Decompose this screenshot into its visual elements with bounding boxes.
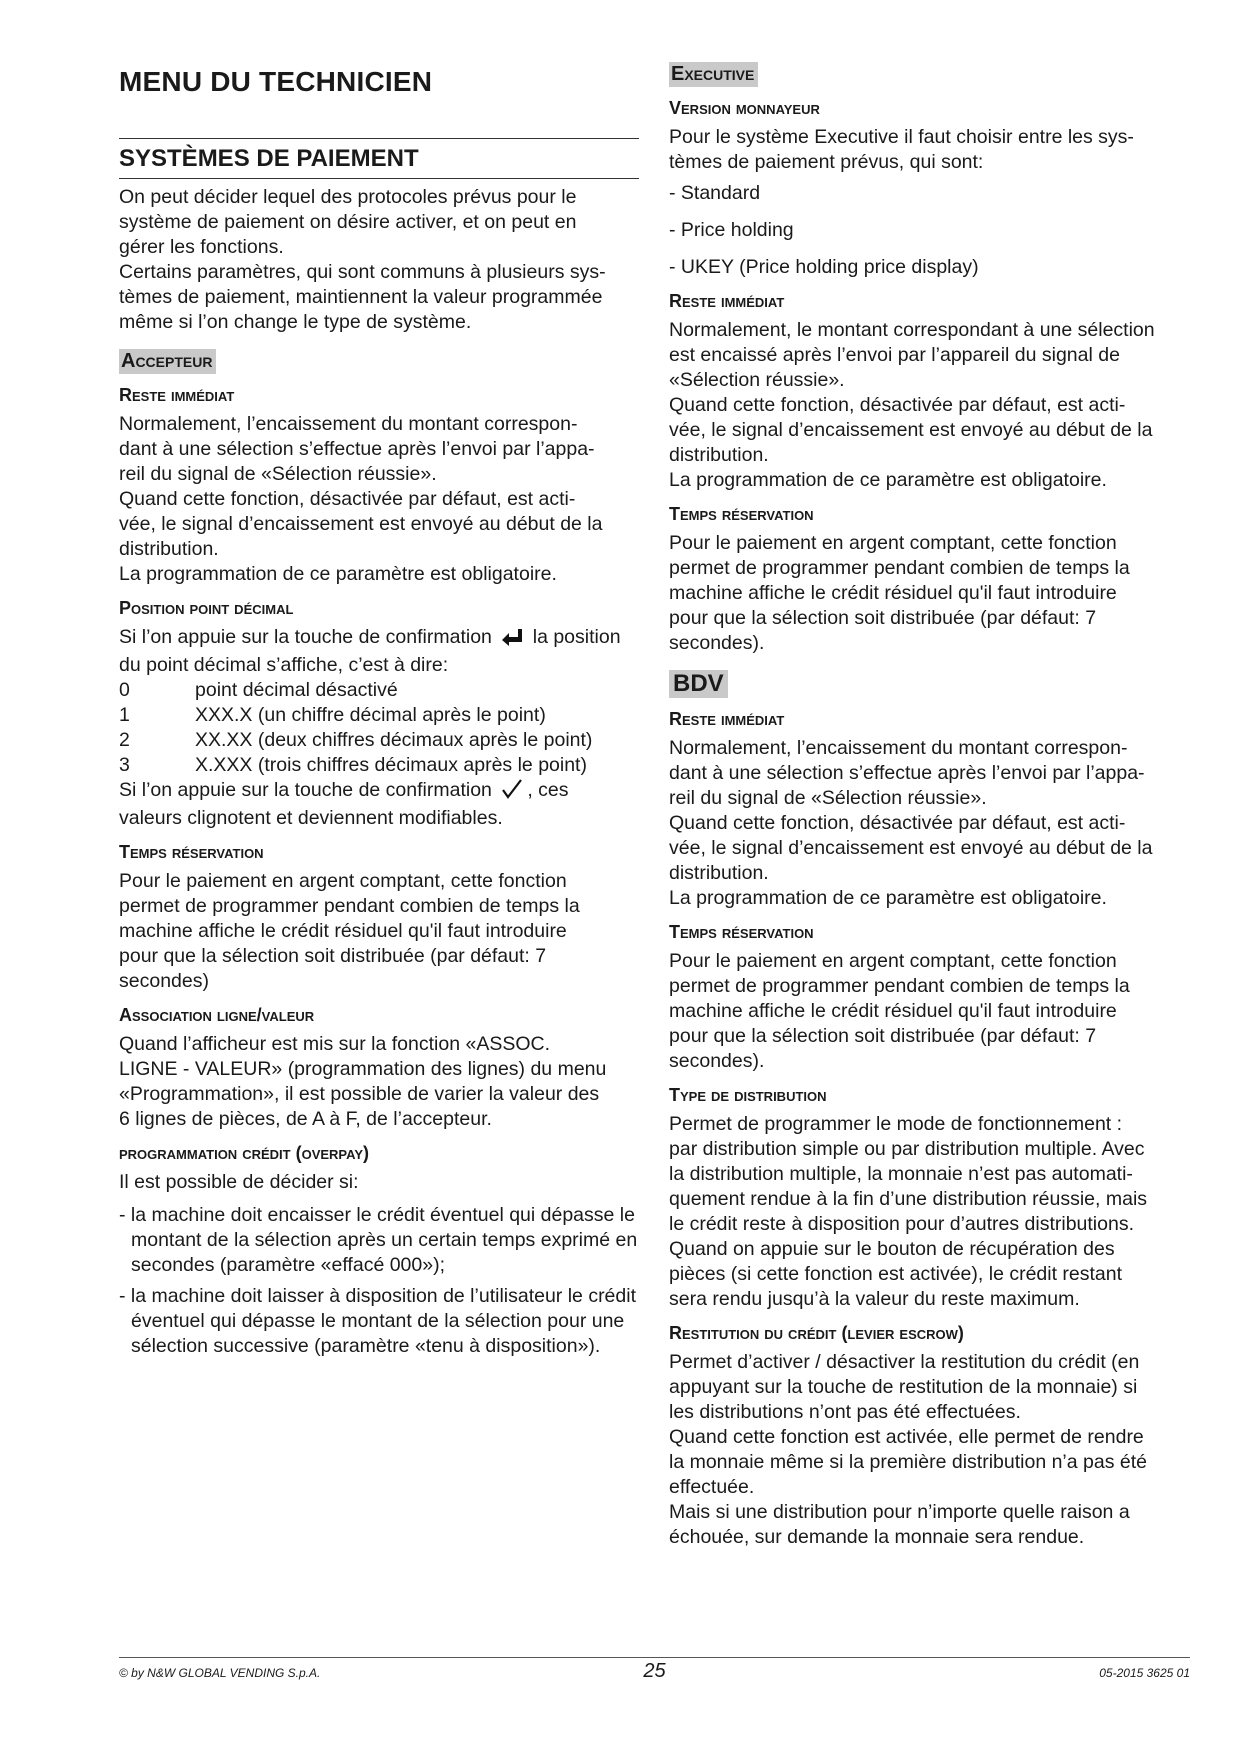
- subheading-version-monnayeur: Version monnayeur: [669, 98, 820, 118]
- text-line: tèmes de paiement prévus, qui sont:: [669, 151, 984, 173]
- text-line: pour que la sélection soit distribuée (par défaut: 7: [119, 945, 547, 967]
- text-line: sera rendu jusqu’à la valeur du reste maximum.: [669, 1288, 1080, 1310]
- text-line: vée, le signal d’encaissement est envoyé au début de la: [669, 837, 1153, 859]
- subheading-temps-reservation: Temps réservation: [119, 842, 264, 862]
- text-line: Pour le système Executive il faut choisir entre les sys-: [669, 126, 1134, 148]
- text-line: distribution.: [669, 862, 769, 884]
- text-line: La programmation de ce paramètre est obligatoire.: [669, 887, 1107, 909]
- text-line: système de paiement on désire activer, et on peut en: [119, 211, 577, 233]
- text-line: pour que la sélection soit distribuée (par défaut: 7: [669, 1025, 1097, 1047]
- text-line: On peut décider lequel des protocoles prévus pour le: [119, 186, 577, 208]
- text-line: dant à une sélection s’effectue après l’envoi par l’appa-: [669, 762, 1145, 784]
- text-line: du point décimal s’affiche, c’est à dire:: [119, 654, 449, 676]
- text-line: distribution.: [669, 444, 769, 466]
- text-line: Permet d’activer / désactiver la restitution du crédit (en: [669, 1351, 1140, 1373]
- executive-band: Executive: [669, 62, 758, 87]
- text-line: reil du signal de «Sélection réussie».: [119, 463, 437, 485]
- text-line: effectuée.: [669, 1476, 755, 1498]
- subheading-reste-immediat: Reste immédiat: [669, 291, 785, 311]
- text-line: vée, le signal d’encaissement est envoyé au début de la: [669, 419, 1153, 441]
- type-paragraph: [669, 1112, 1189, 1312]
- text-line: Certains paramètres, qui sont communs à plusieurs sys-: [119, 261, 606, 283]
- text-line: reil du signal de «Sélection réussie».: [669, 787, 987, 809]
- text-line: Pour le paiement en argent comptant, cette fonction: [669, 950, 1117, 972]
- text-line: la distribution multiple, la monnaie n’est pas automati-: [669, 1163, 1133, 1185]
- text-line: pour que la sélection soit distribuée (par défaut: 7: [669, 607, 1097, 629]
- subheading-type-distribution: Type de distribution: [669, 1085, 827, 1105]
- reste-paragraph: [669, 736, 1189, 911]
- version-option: - Standard: [669, 182, 761, 204]
- text-line: valeurs clignotent et deviennent modifiables.: [119, 807, 503, 829]
- version-paragraph: [669, 125, 1189, 280]
- subheading-temps-reservation: Temps réservation: [669, 504, 814, 524]
- subheading-restitution-credit: Restitution du crédit (levier escrow): [669, 1323, 964, 1343]
- text-line: La programmation de ce paramètre est obligatoire.: [119, 563, 557, 585]
- text-line: la position: [532, 626, 621, 648]
- overpay-option: - la machine doit laisser à disposition de l’utilisateur le crédit éventuel qui dépasse le montant de la sélection pour une sélection successive (paramètre «tenu à disposition»).: [119, 1285, 636, 1357]
- text-line: Quand l’afficheur est mis sur la fonction «ASSOC.: [119, 1033, 551, 1055]
- text-line: Normalement, le montant correspondant à une sélection: [669, 319, 1155, 341]
- subheading-position-point-decimal: Position point décimal: [119, 598, 294, 618]
- text-line: permet de programmer pendant combien de temps la: [669, 975, 1130, 997]
- overpay-option: - la machine doit encaisser le crédit éventuel qui dépasse le montant de la sélection après un certain temps exprimé en secondes (paramètre «effacé 000»);: [119, 1204, 638, 1276]
- text-line: la monnaie même si la première distribution n’a pas été: [669, 1451, 1147, 1473]
- assoc-paragraph: [119, 1032, 639, 1132]
- text-line: Normalement, l’encaissement du montant correspon-: [119, 413, 578, 435]
- text-line: le crédit reste à disposition pour d’autres distributions.: [669, 1213, 1134, 1235]
- accepteur-band: Accepteur: [119, 349, 216, 374]
- text-line: est encaissé après l’envoi par l’appareil du signal de: [669, 344, 1120, 366]
- text-line: Pour le paiement en argent comptant, cette fonction: [119, 870, 567, 892]
- text-line: Quand cette fonction, désactivée par défaut, est acti-: [119, 488, 576, 510]
- text-line: Mais si une distribution pour n’importe quelle raison a: [669, 1501, 1130, 1523]
- intro-paragraph: [119, 185, 639, 335]
- position-paragraph: [119, 625, 639, 831]
- reste-paragraph: [669, 318, 1189, 493]
- decimal-option-row: 0 point décimal désactivé: [119, 679, 398, 701]
- text-line: par distribution simple ou par distribution multiple. Avec: [669, 1138, 1145, 1160]
- text-line: Quand on appuie sur le bouton de récupération des: [669, 1238, 1115, 1260]
- subheading-overpay: programmation crédit (overpay): [119, 1143, 369, 1163]
- subheading-reste-immediat: Reste immédiat: [669, 709, 785, 729]
- text-line: Permet de programmer le mode de fonctionnement :: [669, 1113, 1123, 1135]
- decimal-option-row: 3 X.XXX (trois chiffres décimaux après le point): [119, 754, 587, 776]
- text-line: échouée, sur demande la monnaie sera rendue.: [669, 1526, 1085, 1548]
- decimal-option-row: 1 XXX.X (un chiffre décimal après le point): [119, 704, 546, 726]
- overpay-paragraph: [119, 1170, 639, 1359]
- text-line: les distributions n’ont pas été effectuées.: [669, 1401, 1021, 1423]
- text-line: LIGNE - VALEUR» (programmation des lignes) du menu: [119, 1058, 607, 1080]
- text-line: secondes).: [669, 1050, 765, 1072]
- text-line: machine affiche le crédit résiduel qu'il faut introduire: [669, 1000, 1117, 1022]
- text-line: Pour le paiement en argent comptant, cette fonction: [669, 532, 1117, 554]
- text-line: «Programmation», il est possible de varier la valeur des: [119, 1083, 600, 1105]
- temps-paragraph: [669, 949, 1189, 1074]
- text-line: Quand cette fonction, désactivée par défaut, est acti-: [669, 812, 1126, 834]
- text-line: quement rendue à la fin d’une distribution réussie, mais: [669, 1188, 1148, 1210]
- subheading-reste-immediat: Reste immédiat: [119, 385, 235, 405]
- text-line: même si l’on change le type de système.: [119, 311, 472, 333]
- text-line: Si l’on appuie sur la touche de confirmation: [119, 626, 492, 648]
- text-line: tèmes de paiement, maintiennent la valeur programmée: [119, 286, 603, 308]
- temps-paragraph: [119, 869, 639, 994]
- text-line: Il est possible de décider si:: [119, 1171, 359, 1193]
- subheading-association: Association ligne/valeur: [119, 1005, 315, 1025]
- text-line: permet de programmer pendant combien de temps la: [669, 557, 1130, 579]
- text-line: machine affiche le crédit résiduel qu'il faut introduire: [119, 920, 567, 942]
- bdv-band: BDV: [669, 670, 728, 698]
- text-line: permet de programmer pendant combien de temps la: [119, 895, 580, 917]
- reste-paragraph: [119, 412, 639, 587]
- section-title: SYSTÈMES DE PAIEMENT: [119, 138, 639, 179]
- version-option: - Price holding: [669, 219, 794, 241]
- text-line: pièces (si cette fonction est activée), le crédit restant: [669, 1263, 1123, 1285]
- right-column: [669, 60, 1189, 1550]
- text-line: dant à une sélection s’effectue après l’envoi par l’appa-: [119, 438, 595, 460]
- text-line: Quand cette fonction, désactivée par défaut, est acti-: [669, 394, 1126, 416]
- temps-paragraph: [669, 531, 1189, 656]
- page-number: 25: [643, 1660, 666, 1682]
- text-line: secondes).: [669, 632, 765, 654]
- text-line: vée, le signal d’encaissement est envoyé au début de la: [119, 513, 603, 535]
- text-line: gérer les fonctions.: [119, 236, 284, 258]
- restitution-paragraph: [669, 1350, 1189, 1550]
- page-title: MENU DU TECHNICIEN: [119, 66, 433, 97]
- text-line: , ces: [527, 779, 569, 801]
- text-line: secondes): [119, 970, 209, 992]
- checkmark-icon: [501, 779, 523, 806]
- enter-key-icon: [501, 628, 523, 653]
- text-line: La programmation de ce paramètre est obligatoire.: [669, 469, 1107, 491]
- subheading-temps-reservation: Temps réservation: [669, 922, 814, 942]
- text-line: Normalement, l’encaissement du montant correspon-: [669, 737, 1128, 759]
- text-line: «Sélection réussie».: [669, 369, 845, 391]
- page-footer: [119, 1657, 1190, 1698]
- text-line: Quand cette fonction est activée, elle permet de rendre: [669, 1426, 1144, 1448]
- copyright-text: © by N&W GLOBAL VENDING S.p.A.: [119, 1666, 321, 1680]
- text-line: machine affiche le crédit résiduel qu'il faut introduire: [669, 582, 1117, 604]
- version-option: - UKEY (Price holding price display): [669, 256, 979, 278]
- text-line: Si l’on appuie sur la touche de confirmation: [119, 779, 492, 801]
- text-line: appuyant sur la touche de restitution de la monnaie) si: [669, 1376, 1138, 1398]
- left-column: [119, 60, 639, 1365]
- document-reference: 05-2015 3625 01: [1099, 1666, 1190, 1680]
- decimal-option-row: 2 XX.XX (deux chiffres décimaux après le point): [119, 729, 593, 751]
- text-line: 6 lignes de pièces, de A à F, de l’accepteur.: [119, 1108, 492, 1130]
- text-line: distribution.: [119, 538, 219, 560]
